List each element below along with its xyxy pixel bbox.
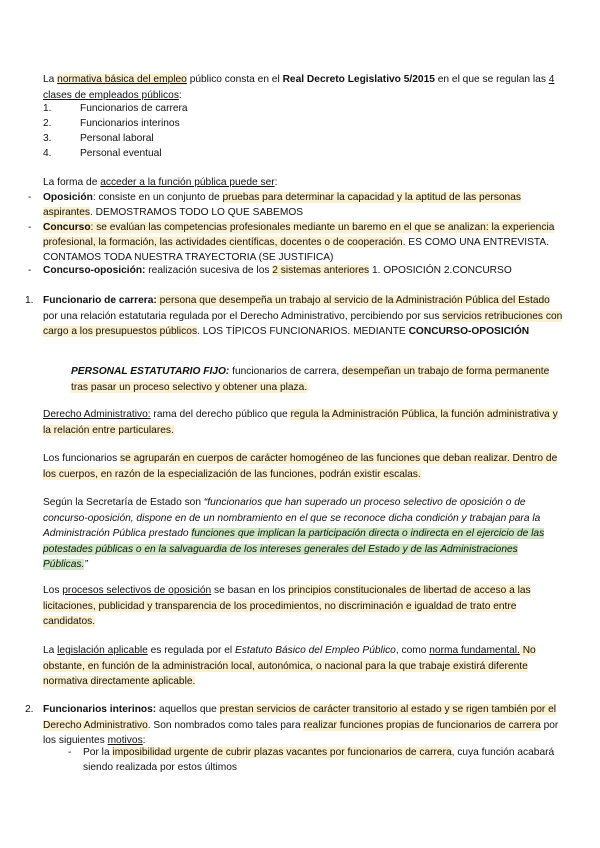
formas-oposicion: - Oposición: consiste en un conjunto de pruebas para determinar la capacidad y la aptitud de las personas aspirantes. DEMOSTRAMOS TODO LO QUE SABEMOS [28,192,521,218]
estatutario-paragraph: PERSONAL ESTATUTARIO FIJO: funcionarios de carrera, desempeñan un trabajo de forma permanente tras pasar un proceso selectivo y obtener una plaza. [71,366,550,393]
acceso-heading: La forma de acceder a la función pública puede ser: [43,177,278,188]
section-funcionario-carrera: 1. Funcionario de carrera: persona que desempeña un trabajo al servicio de la Administración Pública del Estado por una relación estatutaria regulada por el Derecho Administrativo, percibiendo por sus servicios retribuciones con cargo a los presupuestos públicos. LOS TÍPICOS FUNCIONARIOS. MEDIANTE CONCURSO-OPOSICIÓN [25,295,563,337]
formas-concurso-oposicion: - Concurso-oposición: realización sucesiva de los 2 sistemas anteriores 1. OPOSICIÓN 2.CONCURSO [28,265,512,276]
normativa-link-text: normativa básica del empleo [57,74,187,85]
cuerpos-paragraph: Los funcionarios se agruparán en cuerpos de carácter homogéneo de las funciones que deban realizar. Dentro de los cuerpos, en razón de la especialización de las funciones, podrán existir escalas. [43,453,558,480]
secretaria-paragraph: Según la Secretaría de Estado son “funcionarios que han superado un proceso selectivo de oposición o de concurso-oposición, dispone en de un nombramiento en el que se reconoce dicha condición y trabajan para la Administración Pública prestado funciones que implican la participación directa o indirecta en el ejercicio de las potestades públicas o en la salvaguardia de los intereses generales del Estado y de las Administraciones Públicas.” [43,497,545,570]
motivo-item: - Por la imposibilidad urgente de cubrir plazas vacantes por funcionarios de carrera, cuya función acabará siendo realizada por estos últimos [68,747,555,773]
formas-concurso: - Concurso: se evalúan las competencias profesionales mediante un baremo en el que se analizan: la experiencia profesional, la formación, las actividades científicas, docentes o de cooperación. ES COMO UNA ENTREVISTA. CONTAMOS TODA NUESTRA TRAYECTORIA (SE JUSTIFICA) [28,222,555,263]
derecho-paragraph: Derecho Administrativo: rama del derecho público que regula la Administración Pública, la función administrativa y la relación entre particulares. [43,409,558,436]
procesos-paragraph: Los procesos selectivos de oposición se basan en los principios constitucionales de libertad de acceso a las licitaciones, publicidad y transparencia de los procedimientos, no discriminación e igualdad de trato entre candidatos. [43,585,531,627]
section-funcionarios-interinos: 2. Funcionarios interinos: aquellos que prestan servicios de carácter transitorio al estado y se rigen también por el Derecho Administrativo. Son nombrados como tales para realizar funciones propias de funcionarios de carrera por los siguientes motivos: [25,704,559,746]
intro-paragraph: La normativa básica del empleo público consta en el Real Decreto Legislativo 5/2015 en el que se regulan las 4 clases de empleados públicos: [43,74,555,101]
legislacion-paragraph: La legislación aplicable es regulada por el Estatuto Básico del Empleo Público, como norma fundamental. No obstante, en función de la administración local, autonómica, o nacional para la que trabaje existirá diferente normativa directamente aplicable. [43,645,536,687]
